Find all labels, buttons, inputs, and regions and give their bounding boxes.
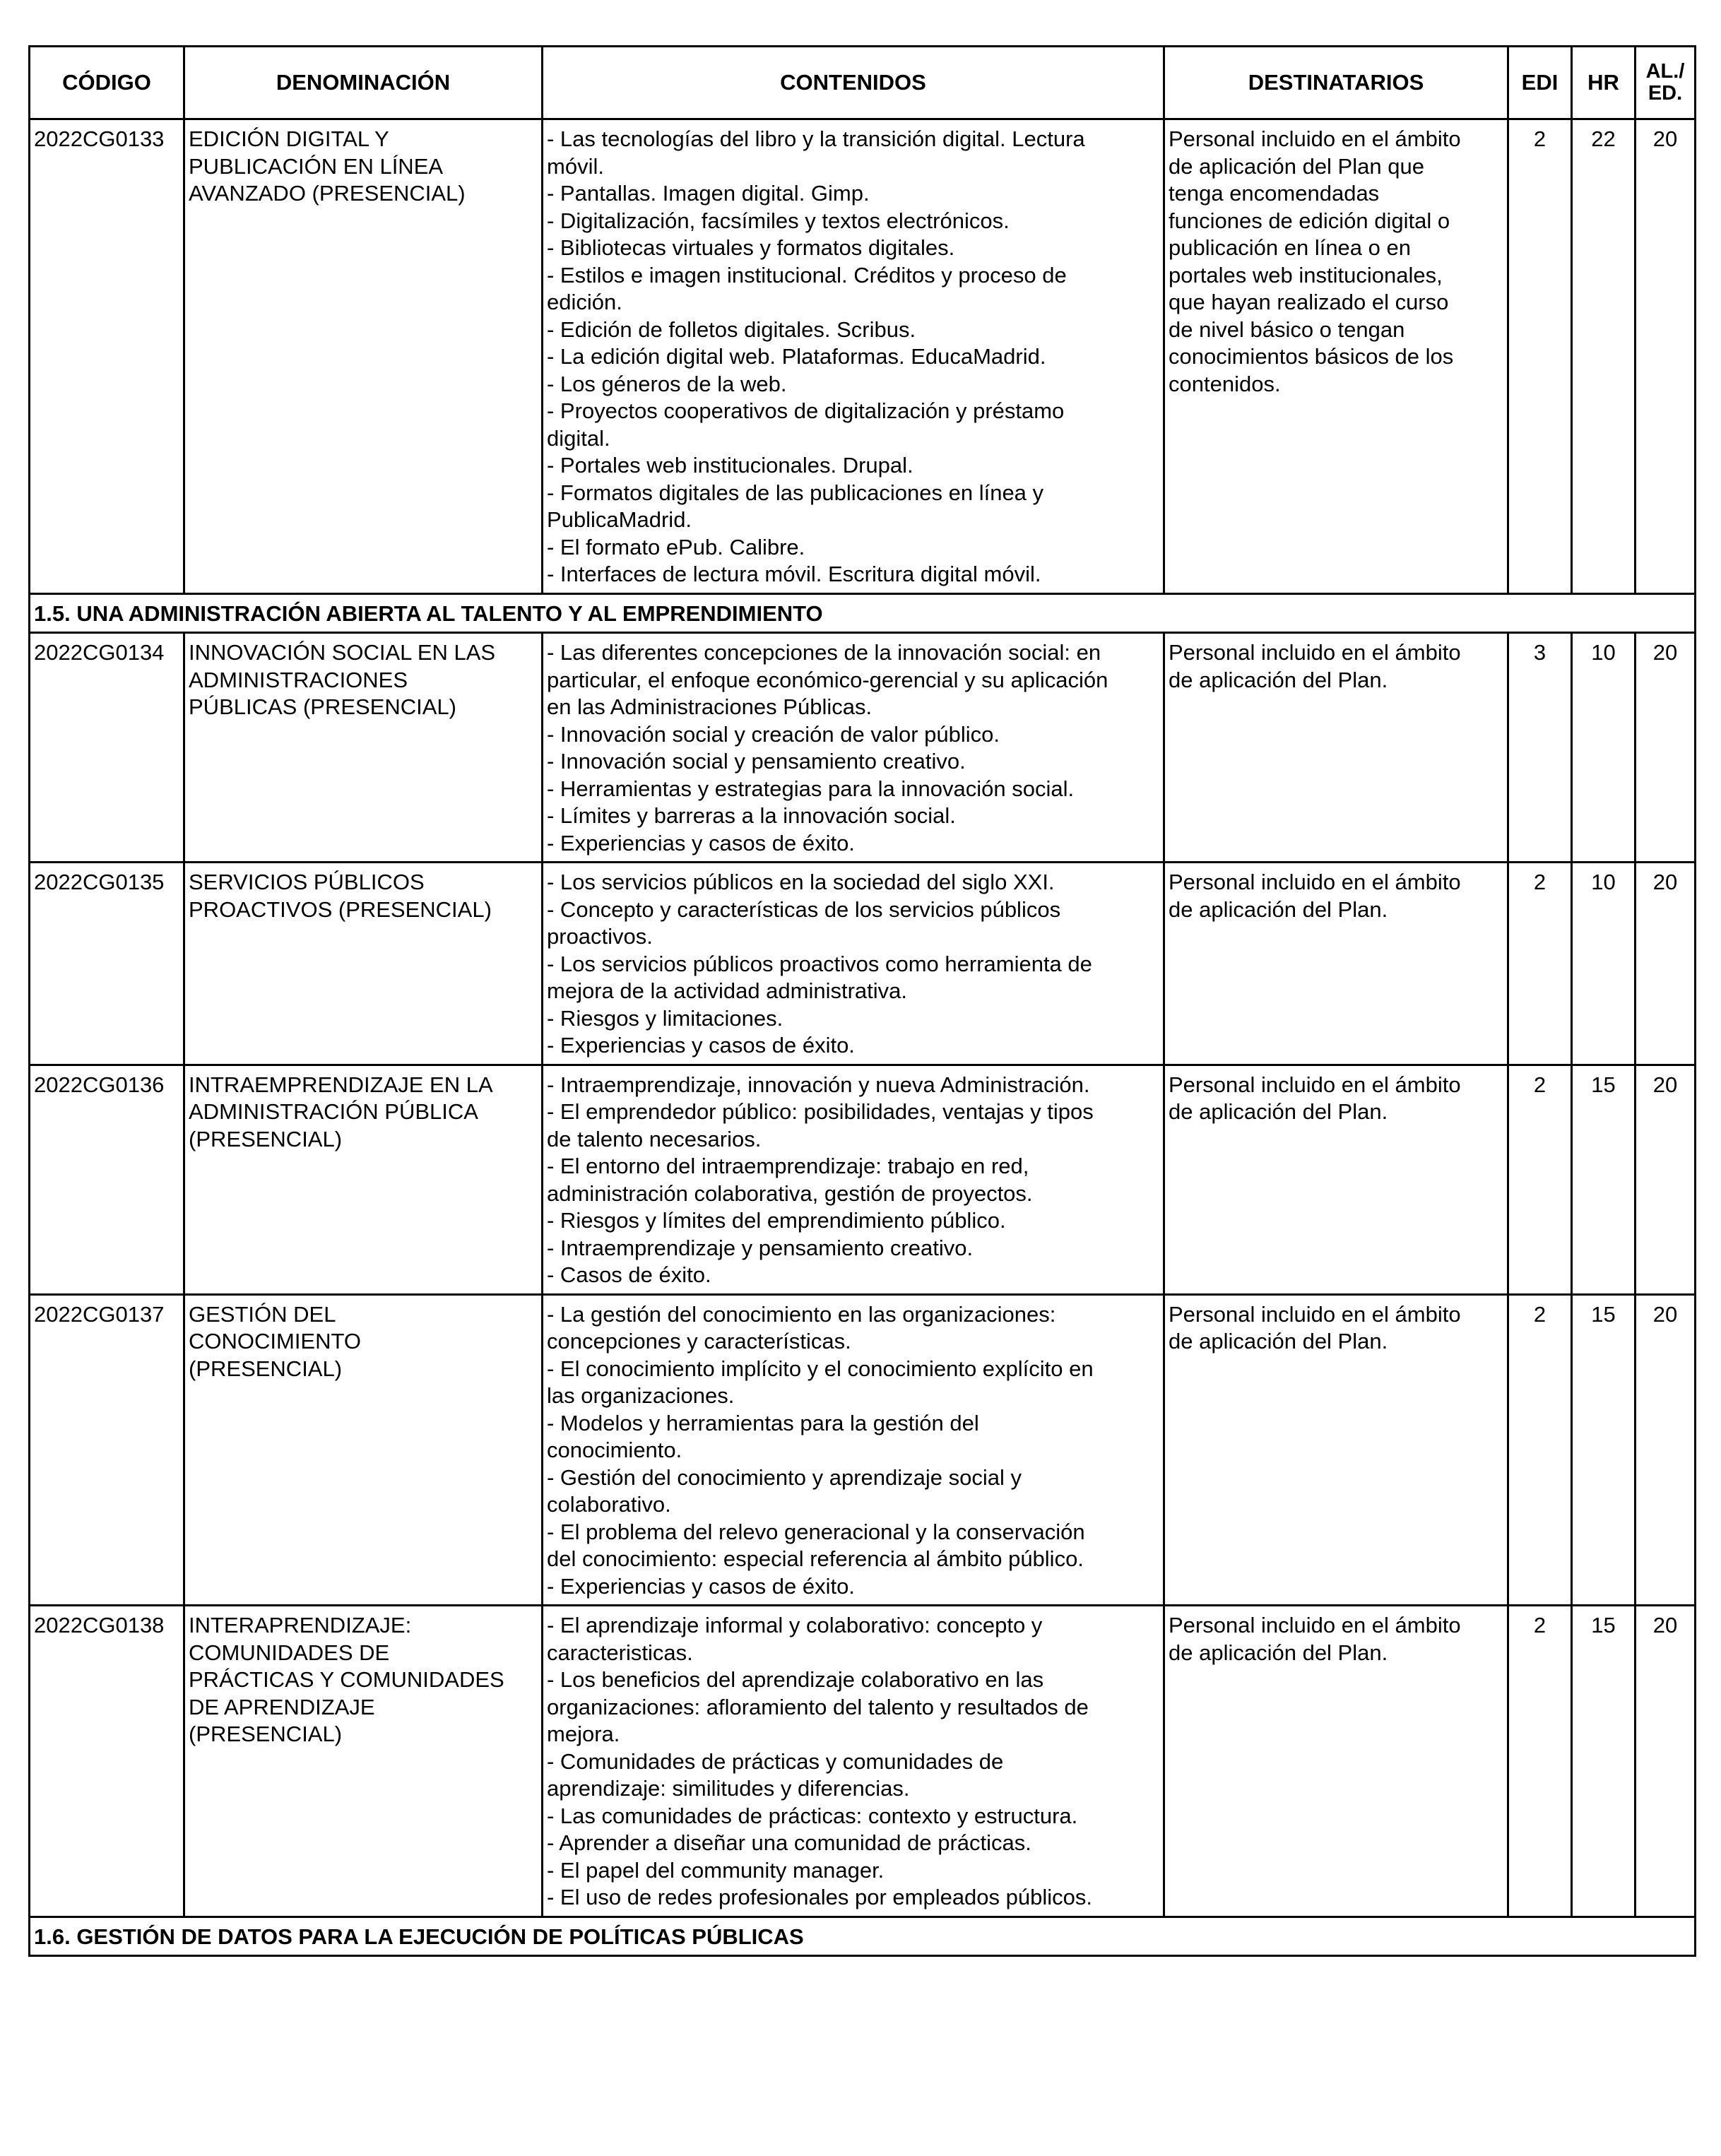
denomination-line: INTRAEMPRENDIZAJE EN LA <box>189 1072 493 1097</box>
header-hr: HR <box>1572 47 1636 119</box>
denomination-line: (PRESENCIAL) <box>189 1126 343 1151</box>
content-line: administración colaborativa, gestión de proyectos. <box>547 1180 1033 1206</box>
course-contents <box>543 1065 1164 1294</box>
content-line: móvil. <box>547 153 604 179</box>
recipients-line: Personal incluido en el ámbito <box>1169 1301 1461 1327</box>
content-line: - Aprender a diseñar una comunidad de prácticas. <box>547 1830 1031 1855</box>
course-edi: 2 <box>1508 1606 1572 1917</box>
course-code: 2022CG0134 <box>30 633 184 863</box>
course-code: 2022CG0138 <box>30 1606 184 1917</box>
course-contents <box>543 863 1164 1065</box>
recipients-line: contenidos. <box>1169 371 1281 396</box>
denomination-line: AVANZADO (PRESENCIAL) <box>189 181 466 206</box>
content-line: - Las comunidades de prácticas: contexto y estructura. <box>547 1803 1078 1828</box>
denomination-line: (PRESENCIAL) <box>189 1356 343 1381</box>
recipients-line: Personal incluido en el ámbito <box>1169 1613 1461 1637</box>
course-al-ed: 20 <box>1636 1065 1696 1294</box>
header-destinatarios: DESTINATARIOS <box>1164 47 1508 119</box>
course-denomination <box>184 633 543 863</box>
recipients-line: de aplicación del Plan. <box>1169 896 1388 922</box>
content-line: - Innovación social y creación de valor público. <box>547 721 1000 747</box>
course-al-ed: 20 <box>1636 1294 1696 1606</box>
content-line: - La edición digital web. Plataformas. EducaMadrid. <box>547 344 1046 369</box>
content-line: - Concepto y características de los servicios públicos <box>547 896 1061 922</box>
recipients-line: de aplicación del Plan que <box>1169 153 1424 179</box>
header-al-ed-line2: ED. <box>1648 82 1683 105</box>
content-line: las organizaciones. <box>547 1383 735 1408</box>
content-line: - Las diferentes concepciones de la innovación social: en <box>547 640 1101 665</box>
content-line: en las Administraciones Públicas. <box>547 694 873 719</box>
course-contents <box>543 633 1164 863</box>
denomination-line: PROACTIVOS (PRESENCIAL) <box>189 896 492 922</box>
course-contents <box>543 1606 1164 1917</box>
content-line: - Pantallas. Imagen digital. Gimp. <box>547 181 870 206</box>
content-line: particular, el enfoque económico-gerencial y su aplicación <box>547 667 1108 692</box>
course-code: 2022CG0137 <box>30 1294 184 1606</box>
content-line: conocimiento. <box>547 1438 682 1462</box>
content-line: del conocimiento: especial referencia al ámbito público. <box>547 1546 1084 1571</box>
course-hr: 15 <box>1572 1294 1636 1606</box>
denomination-line: COMUNIDADES DE <box>189 1640 390 1665</box>
content-line: - El conocimiento implícito y el conocimiento explícito en <box>547 1356 1094 1381</box>
content-line: - El uso de redes profesionales por empleados públicos. <box>547 1885 1093 1909</box>
content-line: mejora. <box>547 1722 620 1746</box>
denomination-line: INTERAPRENDIZAJE: <box>189 1613 412 1637</box>
content-line: - El entorno del intraemprendizaje: trabajo en red, <box>547 1154 1029 1178</box>
content-line: PublicaMadrid. <box>547 507 692 532</box>
course-denomination <box>184 863 543 1065</box>
header-codigo: CÓDIGO <box>30 47 184 119</box>
recipients-line: portales web institucionales, <box>1169 262 1443 288</box>
course-code: 2022CG0135 <box>30 863 184 1065</box>
course-contents <box>543 1294 1164 1606</box>
course-edi: 2 <box>1508 119 1572 594</box>
content-line: proactivos. <box>547 924 653 949</box>
denomination-line: EDICIÓN DIGITAL Y <box>189 126 389 151</box>
content-line: - Proyectos cooperativos de digitalización y préstamo <box>547 398 1065 423</box>
recipients-line: que hayan realizado el curso <box>1169 290 1449 314</box>
course-table <box>28 45 1696 1957</box>
course-al-ed: 20 <box>1636 633 1696 863</box>
course-code: 2022CG0136 <box>30 1065 184 1294</box>
content-line: caracteristicas. <box>547 1640 693 1665</box>
course-denomination <box>184 119 543 594</box>
recipients-line: publicación en línea o en <box>1169 235 1411 260</box>
denomination-line: ADMINISTRACIONES <box>189 667 408 692</box>
section-heading-1-5: 1.5. UNA ADMINISTRACIÓN ABIERTA AL TALENTO Y AL EMPRENDIMIENTO <box>30 593 1696 633</box>
recipients-line: de aplicación del Plan. <box>1169 1329 1388 1354</box>
course-edi: 3 <box>1508 633 1572 863</box>
course-al-ed: 20 <box>1636 863 1696 1065</box>
content-line: - Estilos e imagen institucional. Créditos y proceso de <box>547 262 1067 288</box>
content-line: aprendizaje: similitudes y diferencias. <box>547 1776 910 1801</box>
table-row <box>30 1294 1696 1606</box>
content-line: - Portales web institucionales. Drupal. <box>547 453 913 478</box>
course-edi: 2 <box>1508 863 1572 1065</box>
course-recipients <box>1164 1294 1508 1606</box>
course-edi: 2 <box>1508 1065 1572 1294</box>
course-recipients <box>1164 119 1508 594</box>
denomination-line: SERVICIOS PÚBLICOS <box>189 870 425 894</box>
content-line: - Riesgos y límites del emprendimiento público. <box>547 1208 1006 1233</box>
course-recipients <box>1164 633 1508 863</box>
course-hr: 15 <box>1572 1606 1636 1917</box>
content-line: - Edición de folletos digitales. Scribus. <box>547 316 916 342</box>
table-row <box>30 119 1696 594</box>
content-line: - Intraemprendizaje y pensamiento creativo. <box>547 1235 974 1260</box>
section-row <box>30 1917 1696 1956</box>
content-line: - El papel del community manager. <box>547 1857 885 1883</box>
course-al-ed: 20 <box>1636 1606 1696 1917</box>
content-line: colaborativo. <box>547 1492 671 1517</box>
content-line: - Límites y barreras a la innovación social. <box>547 803 956 828</box>
course-recipients <box>1164 863 1508 1065</box>
course-contents <box>543 119 1164 594</box>
recipients-line: Personal incluido en el ámbito <box>1169 870 1461 894</box>
content-line: - Comunidades de prácticas y comunidades de <box>547 1748 1004 1774</box>
denomination-line: (PRESENCIAL) <box>189 1722 343 1746</box>
content-line: - Formatos digitales de las publicaciones en línea y <box>547 480 1044 505</box>
content-line: - Casos de éxito. <box>547 1262 711 1287</box>
content-line: - La gestión del conocimiento en las organizaciones: <box>547 1301 1056 1327</box>
course-al-ed: 20 <box>1636 119 1696 594</box>
content-line: - Modelos y herramientas para la gestión del <box>547 1410 979 1435</box>
course-code: 2022CG0133 <box>30 119 184 594</box>
content-line: - Experiencias y casos de éxito. <box>547 1033 855 1058</box>
content-line: edición. <box>547 290 622 314</box>
content-line: - Experiencias y casos de éxito. <box>547 1573 855 1599</box>
content-line: - Intraemprendizaje, innovación y nueva Administración. <box>547 1072 1090 1097</box>
content-line: - Digitalización, facsímiles y textos electrónicos. <box>547 208 1010 233</box>
content-line: - Los géneros de la web. <box>547 371 787 396</box>
table-row <box>30 1606 1696 1917</box>
denomination-line: CONOCIMIENTO <box>189 1329 361 1354</box>
recipients-line: Personal incluido en el ámbito <box>1169 640 1461 665</box>
content-line: - Los servicios públicos proactivos como herramienta de <box>547 951 1092 976</box>
recipients-line: tenga encomendadas <box>1169 181 1380 206</box>
header-edi: EDI <box>1508 47 1572 119</box>
content-line: concepciones y características. <box>547 1329 851 1354</box>
content-line: - El emprendedor público: posibilidades, ventajas y tipos <box>547 1099 1094 1124</box>
denomination-line: PRÁCTICAS Y COMUNIDADES <box>189 1667 504 1692</box>
denomination-line: INNOVACIÓN SOCIAL EN LAS <box>189 640 496 665</box>
course-hr: 15 <box>1572 1065 1636 1294</box>
content-line: - Los beneficios del aprendizaje colaborativo en las <box>547 1667 1044 1692</box>
content-line: de talento necesarios. <box>547 1126 762 1151</box>
content-line: mejora de la actividad administrativa. <box>547 978 908 1003</box>
recipients-line: funciones de edición digital o <box>1169 208 1450 233</box>
content-line: - Bibliotecas virtuales y formatos digitales. <box>547 235 955 260</box>
content-line: - Riesgos y limitaciones. <box>547 1005 783 1031</box>
course-recipients <box>1164 1606 1508 1917</box>
content-line: - Experiencias y casos de éxito. <box>547 830 855 855</box>
section-heading-1-6: 1.6. GESTIÓN DE DATOS PARA LA EJECUCIÓN DE POLÍTICAS PÚBLICAS <box>30 1917 1696 1956</box>
header-contenidos: CONTENIDOS <box>543 47 1164 119</box>
course-hr: 22 <box>1572 119 1636 594</box>
recipients-line: de aplicación del Plan. <box>1169 1640 1388 1665</box>
course-denomination <box>184 1606 543 1917</box>
denomination-line: PUBLICACIÓN EN LÍNEA <box>189 153 444 179</box>
table-body <box>30 119 1696 1956</box>
content-line: - El aprendizaje informal y colaborativo: concepto y <box>547 1613 1043 1637</box>
recipients-line: de aplicación del Plan. <box>1169 1099 1388 1124</box>
header-al-ed-line1: AL./ <box>1645 60 1685 83</box>
content-line: - Las tecnologías del libro y la transición digital. Lectura <box>547 126 1085 151</box>
table-row <box>30 633 1696 863</box>
content-line: - Herramientas y estrategias para la innovación social. <box>547 776 1075 801</box>
content-line: organizaciones: afloramiento del talento y resultados de <box>547 1694 1089 1719</box>
course-recipients <box>1164 1065 1508 1294</box>
course-denomination <box>184 1065 543 1294</box>
recipients-line: Personal incluido en el ámbito <box>1169 126 1461 151</box>
recipients-line: conocimientos básicos de los <box>1169 344 1454 369</box>
course-hr: 10 <box>1572 633 1636 863</box>
course-denomination <box>184 1294 543 1606</box>
denomination-line: ADMINISTRACIÓN PÚBLICA <box>189 1099 478 1124</box>
course-edi: 2 <box>1508 1294 1572 1606</box>
content-line: - Interfaces de lectura móvil. Escritura digital móvil. <box>547 562 1041 586</box>
content-line: - Innovación social y pensamiento creativo. <box>547 749 966 774</box>
course-hr: 10 <box>1572 863 1636 1065</box>
content-line: - El problema del relevo generacional y la conservación <box>547 1519 1085 1544</box>
table-row <box>30 863 1696 1065</box>
recipients-line: de nivel básico o tengan <box>1169 316 1405 342</box>
recipients-line: de aplicación del Plan. <box>1169 667 1388 692</box>
content-line: digital. <box>547 425 610 451</box>
header-al-ed <box>1636 47 1696 119</box>
header-denominacion: DENOMINACIÓN <box>184 47 543 119</box>
section-row <box>30 593 1696 633</box>
header-row <box>30 47 1696 119</box>
denomination-line: DE APRENDIZAJE <box>189 1694 375 1719</box>
content-line: - Gestión del conocimiento y aprendizaje social y <box>547 1464 1022 1490</box>
denomination-line: PÚBLICAS (PRESENCIAL) <box>189 694 456 719</box>
denomination-line: GESTIÓN DEL <box>189 1301 336 1327</box>
content-line: - El formato ePub. Calibre. <box>547 534 805 559</box>
recipients-line: Personal incluido en el ámbito <box>1169 1072 1461 1097</box>
content-line: - Los servicios públicos en la sociedad del siglo XXI. <box>547 870 1055 894</box>
table-row <box>30 1065 1696 1294</box>
